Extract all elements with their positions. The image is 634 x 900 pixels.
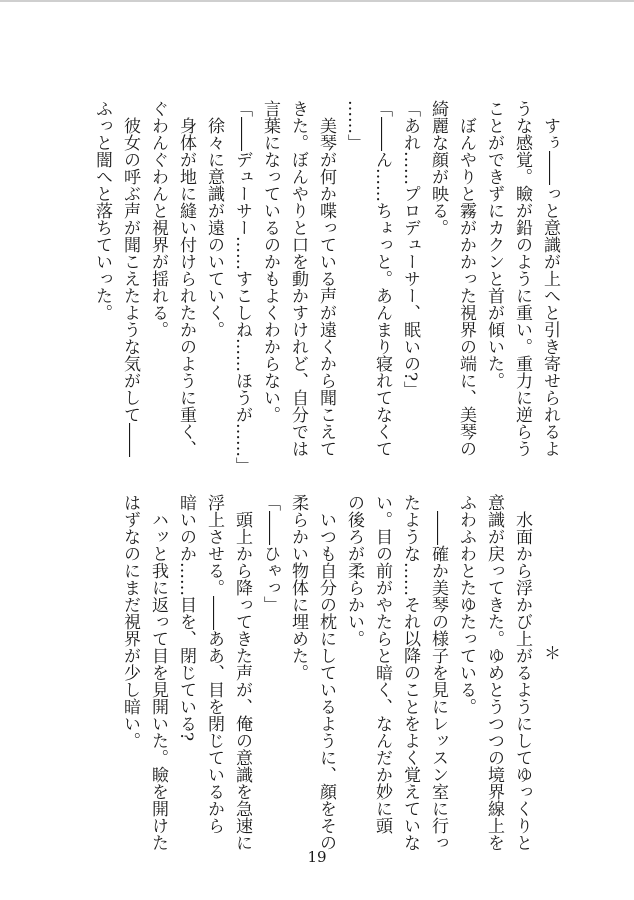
text-line: 身体が地に縫い付けられたかのように重く、 [176, 100, 196, 457]
text-line: 頭上から降ってきた声が、俺の意識を急速に [232, 494, 252, 851]
text-line: 「あれ……プロデューサー、眠いの?」 [400, 100, 420, 399]
text-line: すぅ――っと意識が上へと引き寄せられるよ [540, 100, 560, 457]
text-line: 水面から浮かび上がるようにしてゆっくりと [512, 494, 532, 851]
text-line: 「――デューサー……すこしね……ほうが……」 [232, 100, 252, 474]
text-line: ――確か美琴の様子を見にレッスン室に行っ [428, 494, 448, 851]
text-line: ことができずにカクンと首が傾いた。 [484, 100, 504, 389]
text-line: ぼんやりと霧がかかった視界の端に、美琴の [456, 100, 476, 457]
text-line: ふわふわとたゆたっている。 [456, 494, 476, 715]
lower-text-block [116, 494, 564, 854]
section-break-asterisk: ＊ [540, 644, 560, 661]
text-line: ぐわんぐわんと視界が揺れる。 [148, 100, 168, 338]
page-number: 19 [307, 848, 327, 866]
text-line: い。目の前がやたらと暗く、なんだか妙に頭 [372, 494, 392, 834]
upper-text-block [88, 100, 564, 480]
text-line: 「――ひゃっ」 [260, 494, 280, 613]
text-line: 彼女の呼ぶ声が聞こえたような気がして―― [120, 100, 140, 457]
text-line: はずなのにまだ視界が少し暗い。 [120, 494, 140, 749]
text-line: ……」 [344, 100, 364, 151]
text-line: 浮上させる。――ああ、目を閉じているから [204, 494, 224, 834]
text-line: ふっと闇へと落ちていった。 [92, 100, 112, 321]
text-line: 徐々に意識が遠のいていく。 [204, 100, 224, 338]
text-line: 「――ん……ちょっと。あんまり寝れてなくて [372, 100, 392, 457]
text-line: 暗いのか……目を、閉じている? [176, 494, 196, 742]
text-line: 柔らかい物体に埋めた。 [288, 494, 308, 681]
text-line: 意識が戻ってきた。ゆめとうつつの境界線上を [484, 494, 504, 851]
text-line: いつも自分の枕にしているように、顔をその [316, 494, 336, 851]
text-line: 言葉になっているのかもよくわからない。 [260, 100, 280, 423]
text-line: たような……それ以降のことをよく覚えていな [400, 494, 420, 851]
text-line: の後ろが柔らかい。 [344, 494, 364, 647]
top-border [0, 0, 634, 2]
text-line: 綺麗な顔が映る。 [428, 100, 448, 236]
text-line: ハッと我に返って目を見開いた。瞼を開けた [148, 494, 168, 851]
text-line: 美琴が何か喋っている声が遠くから聞こえて [316, 100, 336, 457]
text-line: きた。ぼんやりと口を動かすけれど、自分では [288, 100, 308, 457]
text-line: うな感覚。瞼が鉛のように重い。重力に逆らう [512, 100, 532, 457]
